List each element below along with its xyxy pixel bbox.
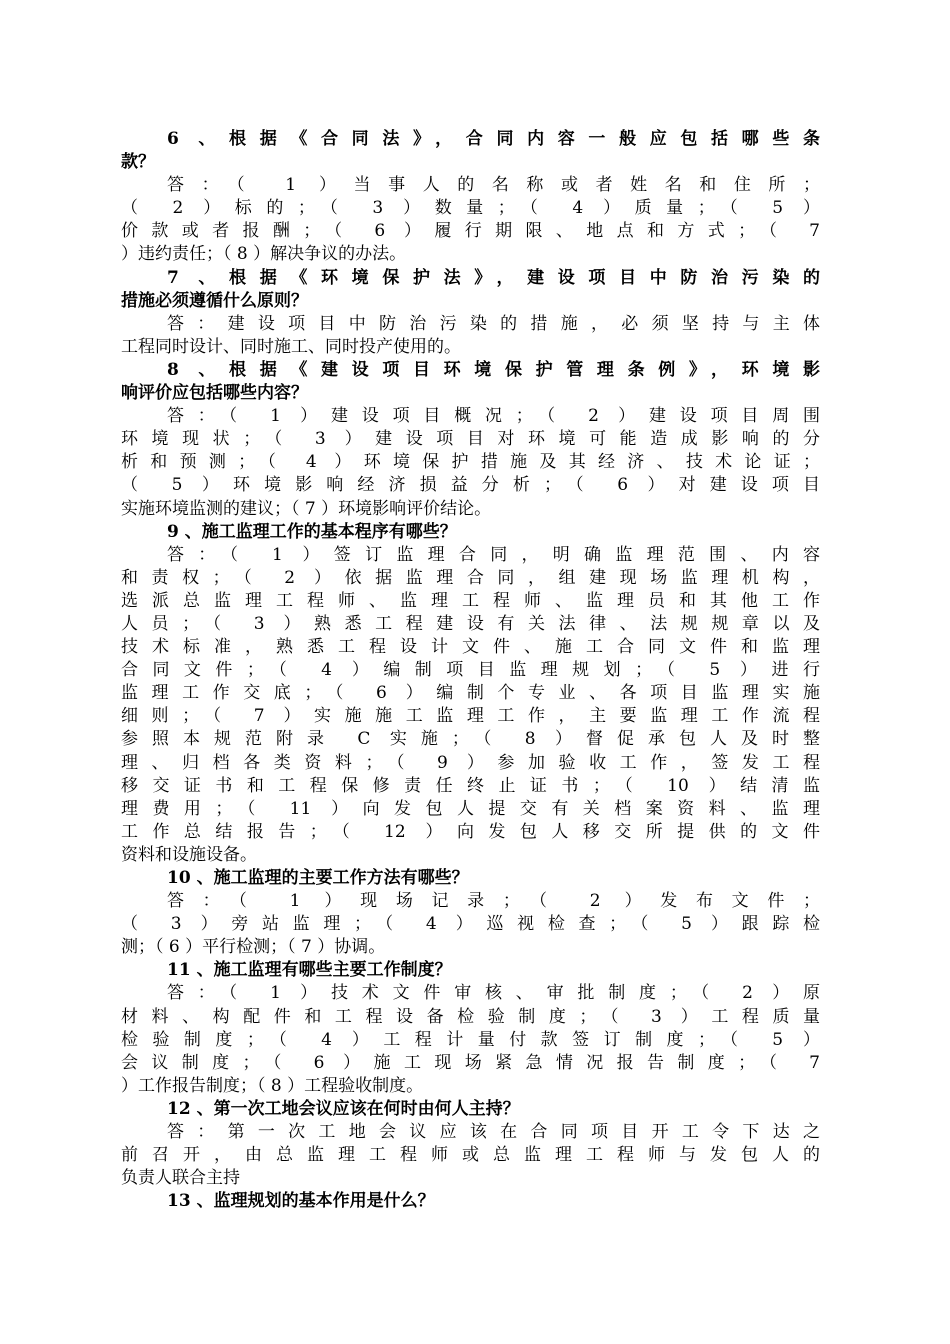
answer-line: 参照本规范附录 C 实施；（ 8 ）督促承包人及时整 xyxy=(121,729,820,750)
answer-line: 会议制度；（ 6 ）施工现场紧急情况报告制度；（ 7 xyxy=(121,1052,820,1073)
question-line: 响评价应包括哪些内容？ xyxy=(121,383,308,404)
answer-line: 答：第一次工地会议应该在合同项目开工令下达之 xyxy=(167,1122,820,1143)
answer-line: 答：（ 1 ）技术文件审核、审批制度；（ 2 ）原 xyxy=(167,983,820,1004)
answer-line: ）违约责任；（ 8 ）解决争议的办法。 xyxy=(121,244,407,265)
question-line: 12 、第一次工地会议应该在何时由何人主持？ xyxy=(167,1098,520,1119)
answer-line: 理费用；（ 11 ）向发包人提交有关档案资料、监理 xyxy=(121,798,820,819)
answer-line: 选派总监理工程师、监理工程师、监理员和其他工作 xyxy=(121,590,820,611)
answer-line: 答：（ 1 ）当事人的名称或者姓名和住所； xyxy=(167,175,820,196)
answer-line: ）工作报告制度；（ 8 ）工程验收制度。 xyxy=(121,1075,424,1096)
question-line: 13 、监理规划的基本作用是什么？ xyxy=(167,1191,435,1212)
answer-line: 监理工作交底；（ 6 ）编制个专业、各项目监理实施 xyxy=(121,683,820,704)
answer-line: 负责人联合主持 xyxy=(121,1168,240,1189)
answer-line: 答：（ 1 ）建设项目概况；（ 2 ）建设项目周围 xyxy=(167,406,820,427)
answer-line: 合同文件；（ 4 ）编制项目监理规划；（ 5 ）进行 xyxy=(121,660,820,681)
question-line: 7 、根据《环境保护法》，建设项目中防治污染的 xyxy=(167,267,820,288)
answer-line: 实施环境监测的建议；（ 7 ）环境影响评价结论。 xyxy=(121,498,492,519)
answer-line: 价款或者报酬；（ 6 ）履行期限、地点和方式；（ 7 xyxy=(121,221,820,242)
answer-line: 人员；（ 3 ）熟悉工程建设有关法律、法规规章以及 xyxy=(121,613,820,634)
question-line: 措施必须遵循什么原则？ xyxy=(121,290,308,311)
answer-line: （ 2 ）标的；（ 3 ）数量；（ 4 ）质量；（ 5 ） xyxy=(121,198,820,219)
answer-line: 析和预测；（ 4 ）环境保护措施及其经济、技术论证； xyxy=(121,452,820,473)
answer-line: 材料、构配件和工程设备检验制度；（ 3 ）工程质量 xyxy=(121,1006,820,1027)
question-line: 6 、根据《合同法》，合同内容一般应包括哪些条 xyxy=(167,129,820,149)
answer-line: 工程同时设计、同时施工、同时投产使用的。 xyxy=(121,336,461,357)
answer-line: 答：建设项目中防治污染的措施，必须坚持与主体 xyxy=(167,313,820,334)
answer-line: 理、归档各类资料；（ 9 ）参加验收工作，签发工程 xyxy=(121,752,820,773)
answer-line: 工作总结报告；（ 12 ）向发包人移交所提供的文件 xyxy=(121,821,820,842)
question-line: 11 、施工监理有哪些主要工作制度？ xyxy=(167,960,452,981)
answer-line: 移交证书和工程保修责任终止证书；（ 10 ）结清监 xyxy=(121,775,820,796)
answer-line: 答：（ 1 ）现场记录；（ 2 ）发布文件； xyxy=(167,891,820,912)
answer-line: 资料和设施设备。 xyxy=(121,844,257,865)
answer-line: 前召开，由总监理工程师或总监理工程师与发包人的 xyxy=(121,1145,820,1166)
question-line: 9 、施工监理工作的基本程序有哪些？ xyxy=(167,521,457,542)
answer-line: 细则；（ 7 ）实施施工监理工作，主要监理工作流程 xyxy=(121,706,820,727)
question-line: 8 、根据《建设项目环境保护管理条例》，环境影 xyxy=(167,359,820,380)
answer-line: 答：（ 1 ）签订监理合同，明确监理范围、内容 xyxy=(167,544,820,565)
answer-line: （ 3 ）旁站监理；（ 4 ）巡视检查；（ 5 ）跟踪检 xyxy=(121,914,820,935)
answer-line: 和责权；（ 2 ）依据监理合同，组建现场监理机构， xyxy=(121,567,820,588)
answer-line: 检验制度；（ 4 ）工程计量付款签订制度；（ 5 ） xyxy=(121,1029,820,1050)
document-page xyxy=(121,128,820,1213)
answer-line: （ 5 ）环境影响经济损益分析；（ 6 ）对建设项目 xyxy=(121,475,820,496)
answer-line: 环境现状；（ 3 ）建设项目对环境可能造成影响的分 xyxy=(121,429,820,450)
question-line: 10 、施工监理的主要工作方法有哪些？ xyxy=(167,868,469,888)
answer-line: 技术标准，熟悉工程设计文件、施工合同文件和监理 xyxy=(121,637,820,658)
answer-line: 测；（ 6 ）平行检测；（ 7 ）协调。 xyxy=(121,937,386,958)
question-line: 款？ xyxy=(121,152,155,173)
